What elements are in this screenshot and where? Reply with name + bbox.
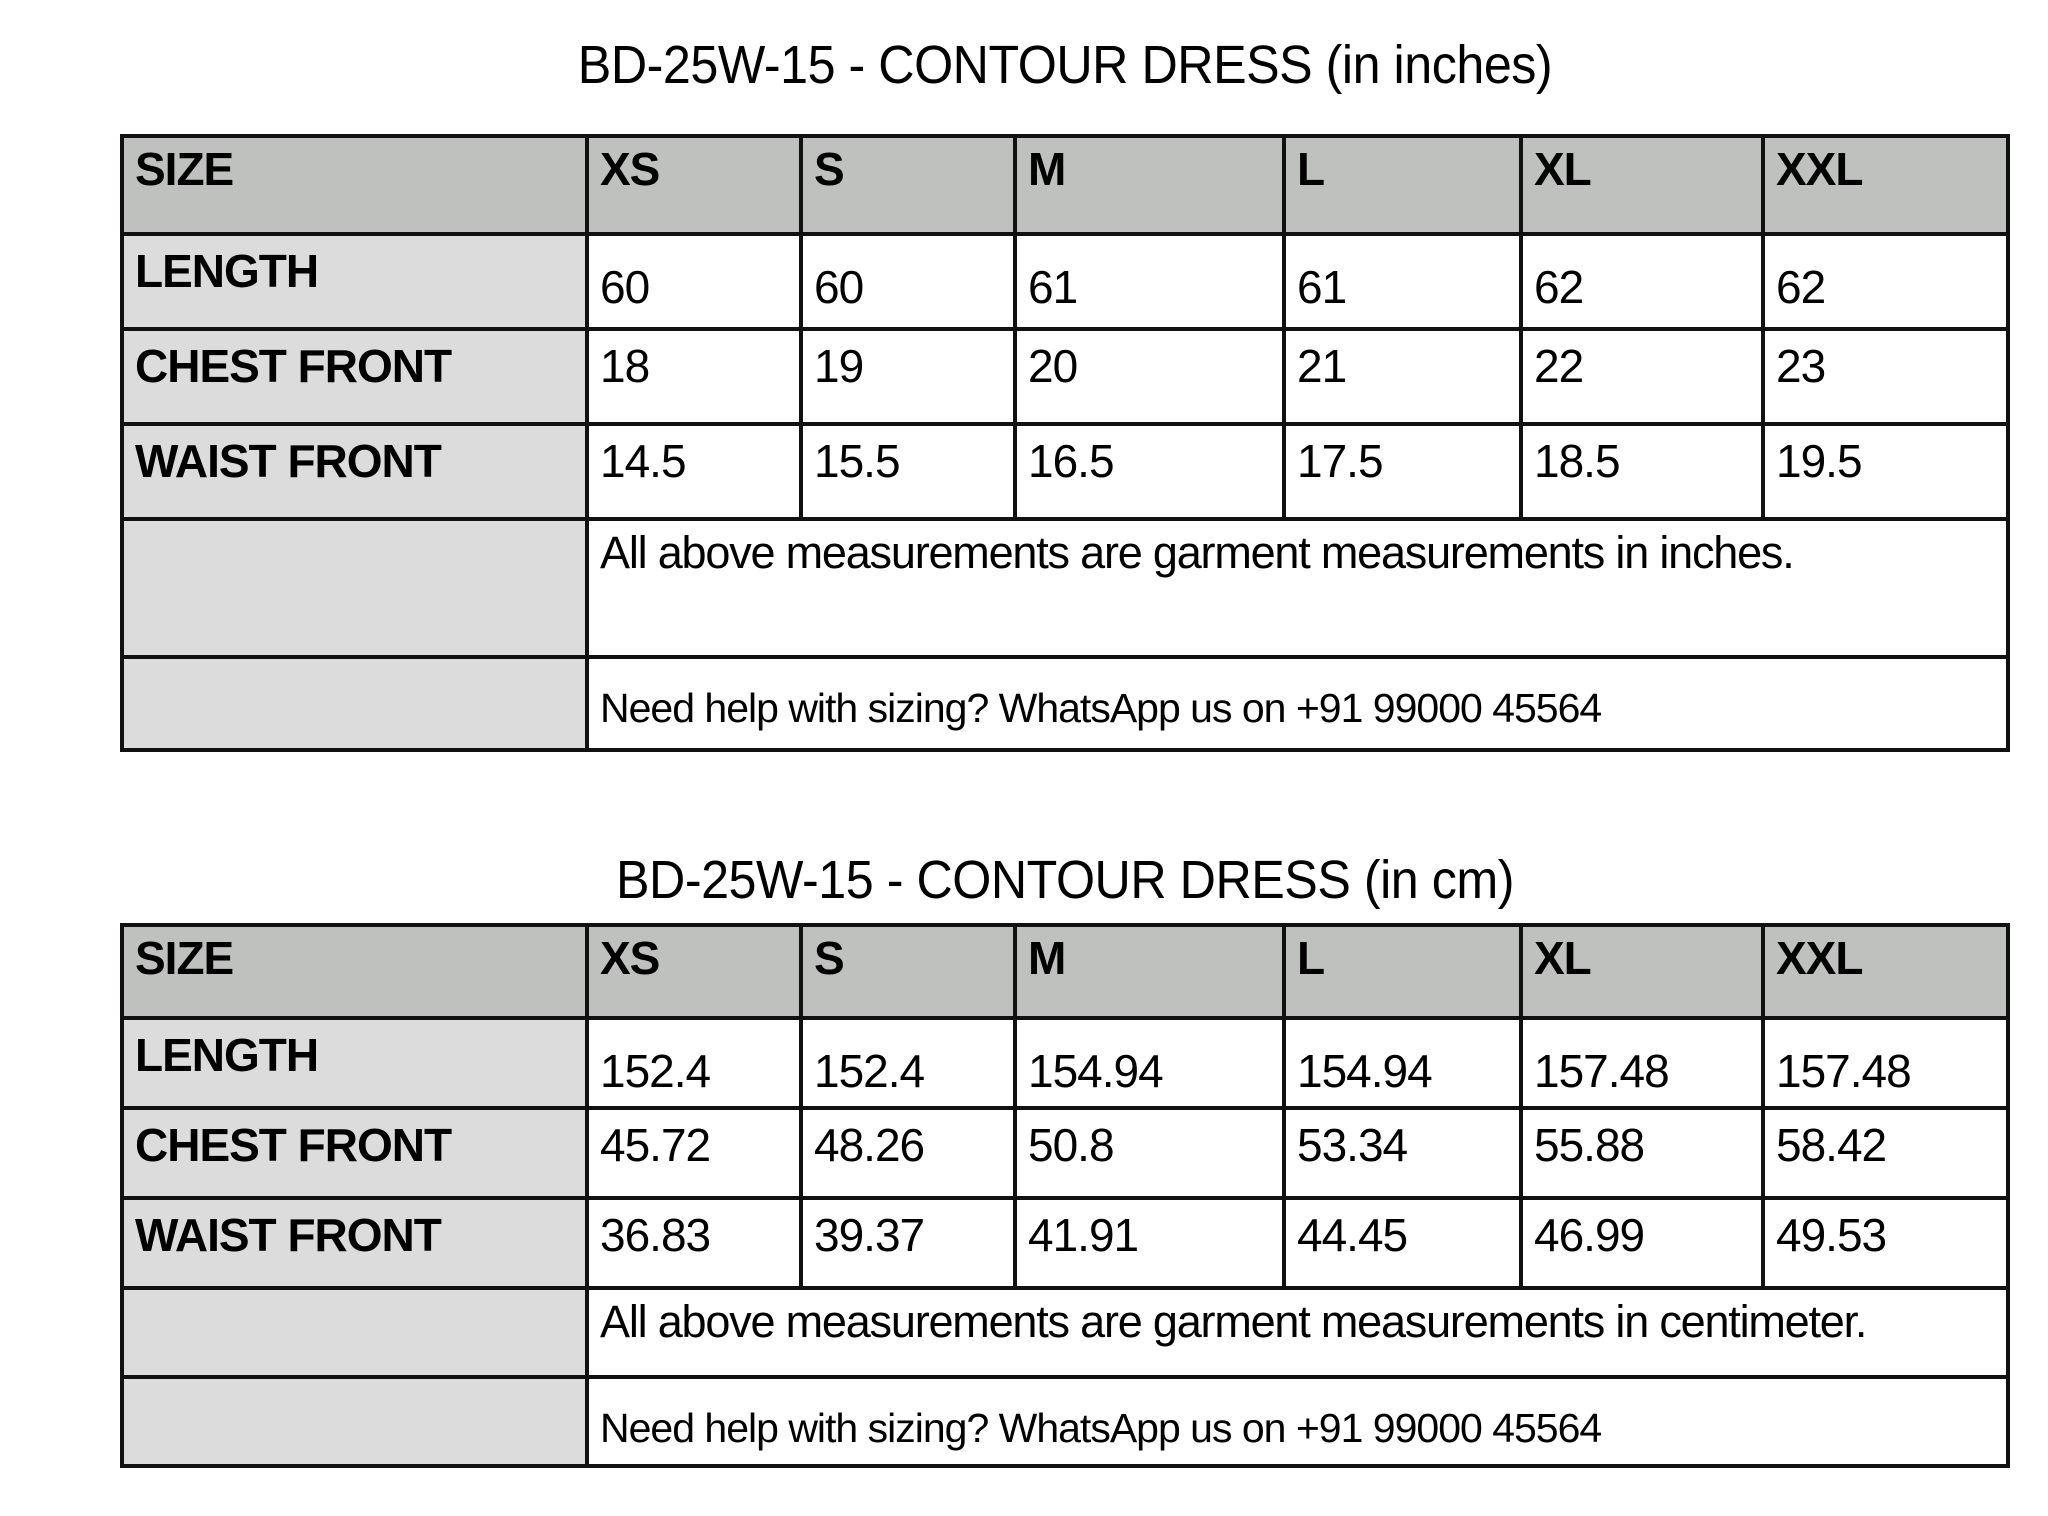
value-cell: 62 (1761, 236, 2006, 327)
value-cell: 46.99 (1519, 1200, 1761, 1286)
value-cell: 19.5 (1761, 426, 2006, 517)
row-label-empty (124, 1379, 585, 1464)
measurement-note: All above measurements are garment measurements in inches. (585, 521, 2006, 655)
value-cell: 22 (1519, 331, 1761, 422)
value-cell: 15.5 (799, 426, 1013, 517)
table-row-waist-front (124, 1196, 2006, 1286)
value-cell: 62 (1519, 236, 1761, 327)
value-cell: 154.94 (1282, 1020, 1519, 1106)
value-cell: 50.8 (1013, 1110, 1282, 1196)
table-row-help (124, 1375, 2006, 1464)
header-size-xs: XS (585, 927, 799, 1016)
header-row (124, 138, 2006, 232)
sizing-help-note: Need help with sizing? WhatsApp us on +91 99000 45564 (585, 659, 2006, 748)
value-cell: 60 (585, 236, 799, 327)
value-cell: 55.88 (1519, 1110, 1761, 1196)
table-row-chest-front (124, 1106, 2006, 1196)
row-label-empty (124, 521, 585, 655)
value-cell: 152.4 (585, 1020, 799, 1106)
row-label: LENGTH (124, 1020, 585, 1106)
header-size-l: L (1282, 138, 1519, 232)
table-row-waist-front (124, 422, 2006, 517)
value-cell: 20 (1013, 331, 1282, 422)
header-size-xxl: XXL (1761, 927, 2006, 1016)
header-size-label: SIZE (124, 138, 585, 232)
table-row-length (124, 1016, 2006, 1106)
row-label-empty (124, 1290, 585, 1375)
table-row-length (124, 232, 2006, 327)
sizing-help-note: Need help with sizing? WhatsApp us on +91 99000 45564 (585, 1379, 2006, 1464)
header-size-s: S (799, 927, 1013, 1016)
measurement-note: All above measurements are garment measurements in centimeter. (585, 1290, 2006, 1375)
value-cell: 23 (1761, 331, 2006, 422)
value-cell: 44.45 (1282, 1200, 1519, 1286)
header-size-xs: XS (585, 138, 799, 232)
value-cell: 14.5 (585, 426, 799, 517)
value-cell: 18.5 (1519, 426, 1761, 517)
value-cell: 36.83 (585, 1200, 799, 1286)
value-cell: 49.53 (1761, 1200, 2006, 1286)
value-cell: 154.94 (1013, 1020, 1282, 1106)
value-cell: 61 (1282, 236, 1519, 327)
header-size-xl: XL (1519, 138, 1761, 232)
table-row-note (124, 517, 2006, 655)
value-cell: 48.26 (799, 1110, 1013, 1196)
value-cell: 39.37 (799, 1200, 1013, 1286)
cm-size-table (120, 923, 2010, 1468)
inches-size-table (120, 134, 2010, 752)
value-cell: 58.42 (1761, 1110, 2006, 1196)
value-cell: 41.91 (1013, 1200, 1282, 1286)
value-cell: 53.34 (1282, 1110, 1519, 1196)
value-cell: 157.48 (1519, 1020, 1761, 1106)
value-cell: 60 (799, 236, 1013, 327)
header-row (124, 927, 2006, 1016)
value-cell: 21 (1282, 331, 1519, 422)
table-row-note (124, 1286, 2006, 1375)
value-cell: 152.4 (799, 1020, 1013, 1106)
row-label: WAIST FRONT (124, 426, 585, 517)
table-row-help (124, 655, 2006, 748)
row-label: WAIST FRONT (124, 1200, 585, 1286)
inches-table-title: BD-25W-15 - CONTOUR DRESS (in inches) (577, 35, 1553, 95)
row-label: CHEST FRONT (124, 331, 585, 422)
header-size-xl: XL (1519, 927, 1761, 1016)
header-size-m: M (1013, 138, 1282, 232)
header-size-label: SIZE (124, 927, 585, 1016)
row-label-empty (124, 659, 585, 748)
value-cell: 61 (1013, 236, 1282, 327)
table-row-chest-front (124, 327, 2006, 422)
value-cell: 45.72 (585, 1110, 799, 1196)
value-cell: 19 (799, 331, 1013, 422)
value-cell: 157.48 (1761, 1020, 2006, 1106)
header-size-l: L (1282, 927, 1519, 1016)
row-label: CHEST FRONT (124, 1110, 585, 1196)
value-cell: 16.5 (1013, 426, 1282, 517)
header-size-s: S (799, 138, 1013, 232)
cm-table-title: BD-25W-15 - CONTOUR DRESS (in cm) (615, 850, 1515, 910)
row-label: LENGTH (124, 236, 585, 327)
header-size-xxl: XXL (1761, 138, 2006, 232)
header-size-m: M (1013, 927, 1282, 1016)
value-cell: 18 (585, 331, 799, 422)
value-cell: 17.5 (1282, 426, 1519, 517)
